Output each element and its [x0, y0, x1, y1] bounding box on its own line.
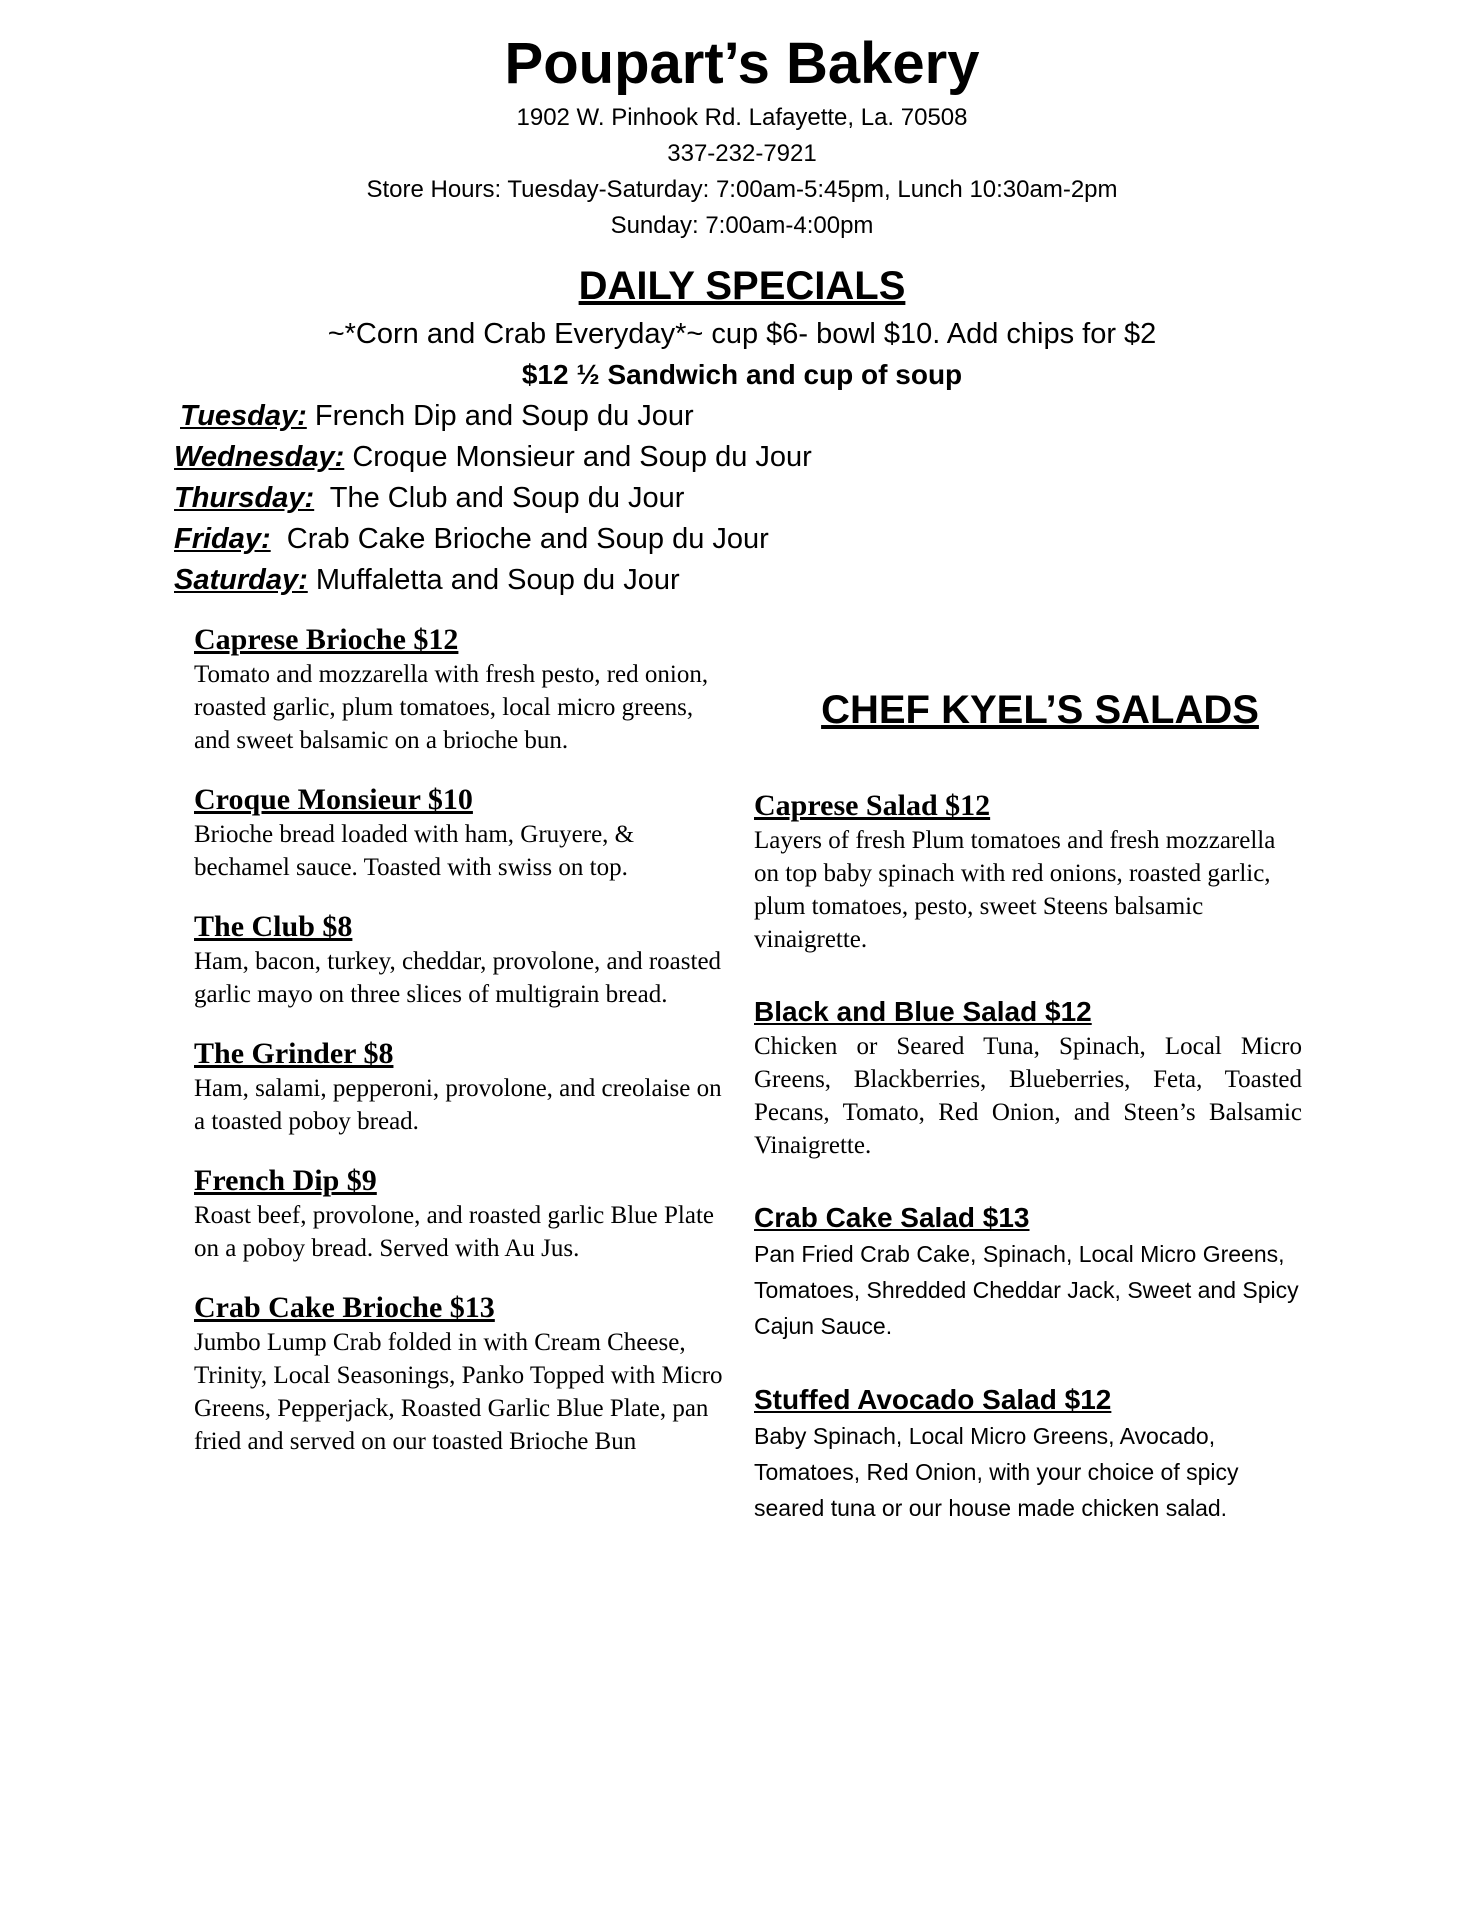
menu-item [194, 1163, 734, 1265]
day-label: Friday: [174, 523, 271, 555]
salads-heading: CHEF KYEL’S SALADS [821, 688, 1259, 732]
item-name: French Dip $9 [194, 1164, 377, 1197]
item-name: Stuffed Avocado Salad $12 [754, 1384, 1112, 1415]
phone-number: 337-232-7921 [667, 140, 817, 167]
day-label: Thursday: [174, 482, 315, 514]
special-tuesday [174, 396, 1074, 437]
store-hours: Store Hours: Tuesday-Saturday: 7:00am-5:45pm, Lunch 10:30am-2pm [366, 176, 1118, 203]
day-label: Saturday: [174, 564, 308, 596]
menu-item [194, 909, 734, 1011]
item-name: Crab Cake Salad $13 [754, 1202, 1030, 1233]
item-description: Chicken or Seared Tuna, Spinach, Local Micro Greens, Blackberries, Blueberries, Feta, Toasted Pecans, Tomato, Red Onion, and Steen’s Balsamic Vinaigrette. [754, 1033, 1302, 1159]
daily-specials-heading: DAILY SPECIALS [578, 264, 906, 308]
day-special: Crab Cake Brioche and Soup du Jour [270, 523, 769, 555]
item-description: Ham, bacon, turkey, cheddar, provolone, and roasted garlic mayo on three slices of multigrain bread. [194, 948, 722, 1008]
item-name: The Club $8 [194, 910, 353, 943]
item-name: The Grinder $8 [194, 1037, 394, 1070]
item-name: Caprese Salad $12 [754, 789, 991, 822]
item-description: Layers of fresh Plum tomatoes and fresh mozzarella on top baby spinach with red onions, roasted garlic, plum tomatoes, pesto, sweet Steens balsamic vinaigrette. [754, 827, 1276, 953]
day-special: Croque Monsieur and Soup du Jour [344, 441, 812, 473]
everyday-soup-special: ~*Corn and Crab Everyday*~ cup $6- bowl $10. Add chips for $2 [327, 318, 1157, 350]
salad-item [754, 788, 1302, 956]
menu-item [194, 622, 734, 757]
sandwich-menu [194, 622, 734, 1483]
item-name: Croque Monsieur $10 [194, 783, 473, 816]
salad-item [754, 1382, 1302, 1526]
item-description: Roast beef, provolone, and roasted garlic Blue Plate on a poboy bread. Served with Au Jus. [194, 1202, 714, 1262]
salad-menu [754, 788, 1302, 1564]
day-special: French Dip and Soup du Jour [306, 400, 694, 432]
address: 1902 W. Pinhook Rd. Lafayette, La. 70508 [516, 104, 968, 131]
day-special: The Club and Soup du Jour [314, 482, 685, 514]
menu-item [194, 1290, 734, 1458]
item-name: Crab Cake Brioche $13 [194, 1291, 495, 1324]
day-label: Wednesday: [174, 441, 345, 473]
item-name: Black and Blue Salad $12 [754, 996, 1092, 1027]
item-description: Baby Spinach, Local Micro Greens, Avocado, Tomatoes, Red Onion, with your choice of spicy seared tuna or our house made chicken salad. [754, 1423, 1239, 1521]
menu-item [194, 1036, 734, 1138]
special-saturday [174, 560, 1074, 601]
salad-item [754, 1200, 1302, 1344]
item-description: Ham, salami, pepperoni, provolone, and creolaise on a toasted poboy bread. [194, 1075, 722, 1135]
special-wednesday [174, 437, 1074, 478]
item-description: Brioche bread loaded with ham, Gruyere, & bechamel sauce. Toasted with swiss on top. [194, 821, 635, 881]
item-description: Tomato and mozzarella with fresh pesto, red onion, roasted garlic, plum tomatoes, local micro greens, and sweet balsamic on a brioche bun. [194, 661, 709, 754]
menu-header [0, 28, 1484, 244]
daily-specials-list [174, 396, 1074, 601]
half-sandwich-combo: $12 ½ Sandwich and cup of soup [521, 359, 963, 390]
bakery-name: Poupart’s Bakery [504, 31, 980, 96]
day-special: Muffaletta and Soup du Jour [307, 564, 680, 596]
special-friday [174, 519, 1074, 560]
menu-item [194, 782, 734, 884]
special-thursday [174, 478, 1074, 519]
item-name: Caprese Brioche $12 [194, 623, 459, 656]
salad-item [754, 994, 1302, 1162]
item-description: Jumbo Lump Crab folded in with Cream Cheese, Trinity, Local Seasonings, Panko Topped with Micro Greens, Pepperjack, Roasted Garlic Blue Plate, pan fried and served on our toasted Brioche Bun [194, 1329, 723, 1455]
sunday-hours: Sunday: 7:00am-4:00pm [610, 212, 874, 239]
day-label: Tuesday: [180, 400, 307, 432]
item-description: Pan Fried Crab Cake, Spinach, Local Micro Greens, Tomatoes, Shredded Cheddar Jack, Sweet and Spicy Cajun Sauce. [754, 1241, 1299, 1339]
